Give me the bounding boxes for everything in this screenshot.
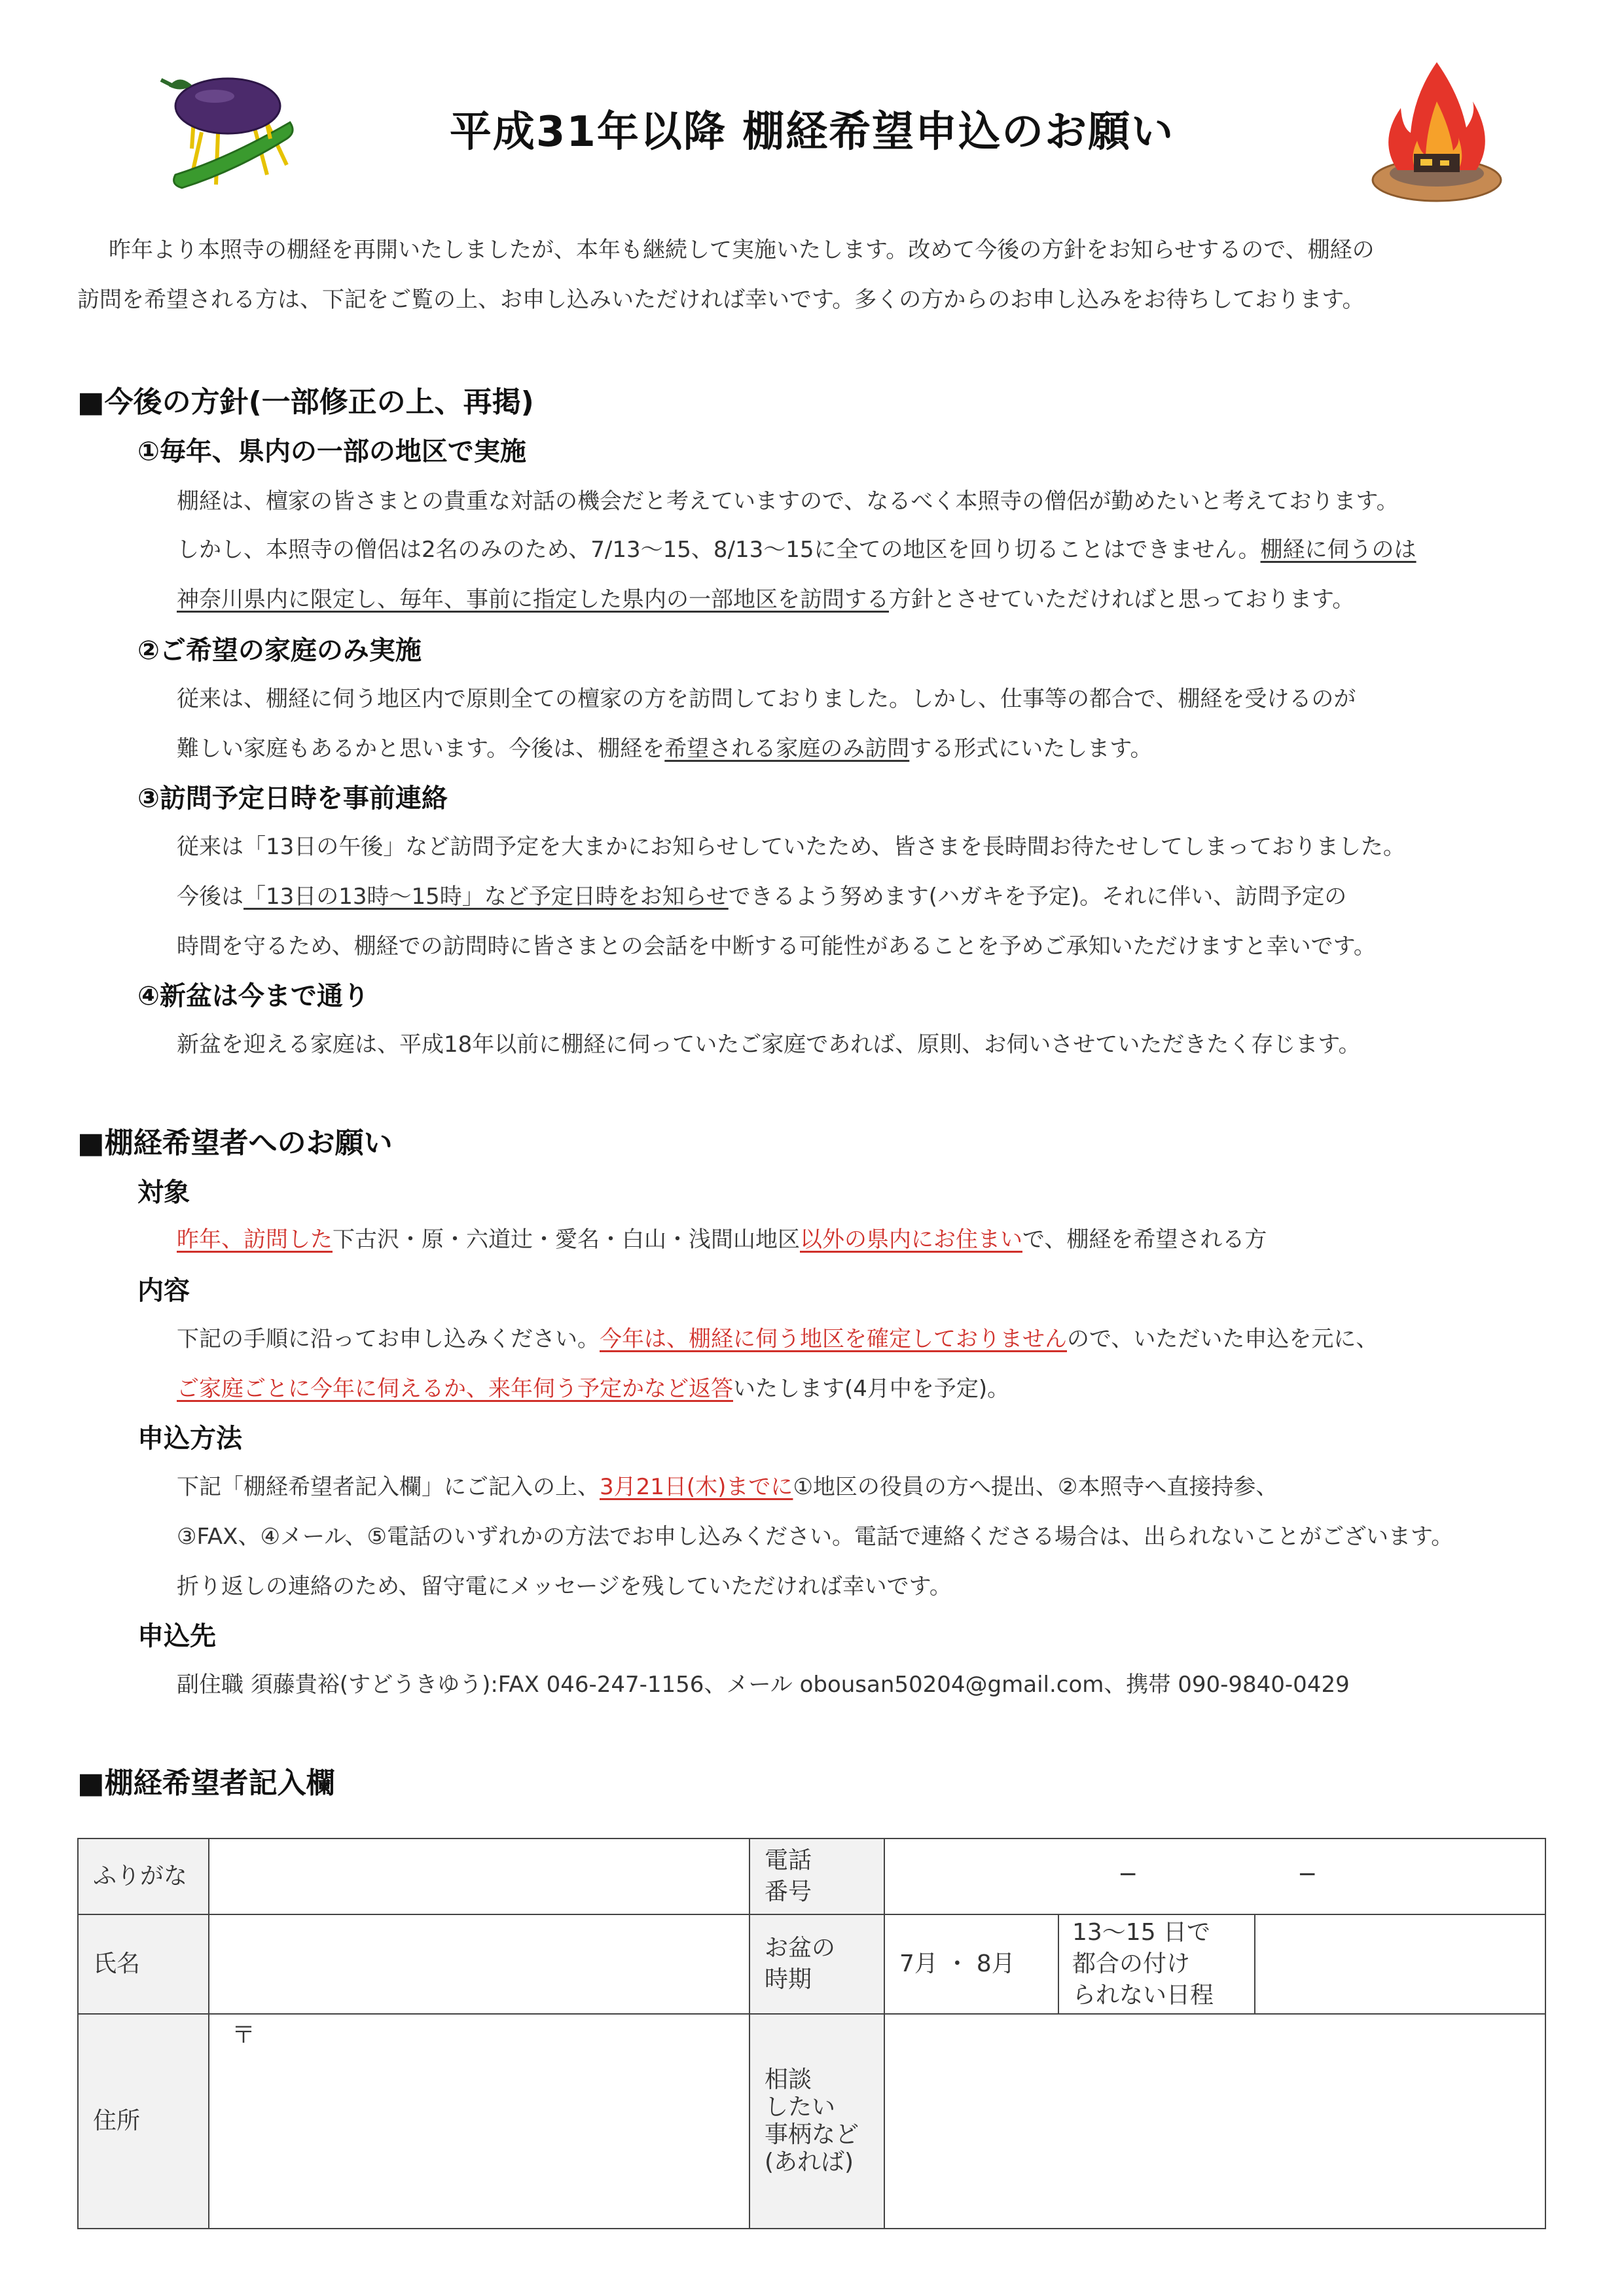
policy-heading: ■今後の方針(一部修正の上、再掲) <box>77 386 534 419</box>
consult-label-4: (あれば) <box>765 2149 854 2176</box>
consult-label-1: 相談 <box>765 2066 812 2093</box>
policy-3-line-1: 従来は「13日の午後」など訪問予定を大まかにお知らせしていたため、皆さまを長時間お待たせしてしまっておりました。 <box>177 834 1405 860</box>
target-b: 下古沢・原・六道辻・愛名・白山・浅間山地区 <box>333 1227 800 1253</box>
policy-3-line-2a: 今後は <box>177 884 244 910</box>
phone-field[interactable] <box>884 1838 1546 1915</box>
target-c: 以外の県内にお住まい <box>800 1227 1022 1253</box>
content-line-2 <box>177 1371 1009 1403</box>
policy-1-line-2b: 棚経に伺うのは <box>1260 537 1416 563</box>
content-1c: ので、いただいた申込を元に、 <box>1067 1326 1379 1352</box>
policy-2-line-2b: 希望される家庭のみ訪問 <box>664 736 910 762</box>
policy-1-line-2 <box>177 531 1416 564</box>
policy-2-line-2c: する形式にいたします。 <box>909 736 1153 762</box>
content-heading: 内容 <box>137 1276 190 1306</box>
contact-line: 副住職 須藤貴裕(すどうきゆう):FAX 046-247-1156、メール obousan50204@gmail.com、携帯 090-9840-0429 <box>177 1672 1350 1698</box>
entry-form-table <box>77 1838 1546 2229</box>
phone-label-1: 電話 <box>765 1847 812 1874</box>
phone-dash-1: − <box>1118 1861 1138 1888</box>
method-1b: 3月21日(木)までに <box>600 1474 793 1500</box>
target-d: で、棚経を希望される方 <box>1022 1227 1267 1253</box>
content-2a: ご家庭ごとに今年に伺えるか、来年伺う予定かなど返答 <box>177 1376 733 1402</box>
form-heading: ■棚経希望者記入欄 <box>77 1767 335 1800</box>
address-field[interactable] <box>208 2013 750 2229</box>
postal-mark: 〒 <box>232 2022 256 2049</box>
obon-label <box>749 1914 885 2015</box>
furigana-field[interactable] <box>208 1838 750 1915</box>
policy-2-heading: ②ご希望の家庭のみ実施 <box>137 636 422 666</box>
consult-label-2: したい <box>765 2094 836 2121</box>
target-a: 昨年、訪問した <box>177 1227 333 1253</box>
unavailable-label-3: られない日程 <box>1072 1982 1214 2009</box>
target-line <box>177 1221 1267 1253</box>
phone-label <box>749 1838 885 1915</box>
intro-line-2: 訪問を希望される方は、下記をご覧の上、お申し込みいただければ幸いです。多くの方からのお申し込みをお待ちしております。 <box>77 287 1365 313</box>
policy-3-line-2b: 「13日の13時〜15時」など予定日時をお知らせ <box>244 884 729 910</box>
content-1b: 今年は、棚経に伺う地区を確定しておりません <box>600 1326 1067 1352</box>
method-line-3: 折り返しの連絡のため、留守電にメッセージを残していただければ幸いです。 <box>177 1573 952 1600</box>
policy-1-heading: ①毎年、県内の一部の地区で実施 <box>137 437 526 467</box>
policy-3-line-2 <box>177 878 1346 910</box>
unavailable-label-1: 13〜15 日で <box>1072 1919 1211 1946</box>
unavailable-field[interactable] <box>1254 1914 1546 2015</box>
policy-1-line-2a: しかし、本照寺の僧侶は2名のみのため、7/13〜15、8/13〜15に全ての地区を回り切ることはできません。 <box>177 537 1261 563</box>
policy-3-line-2c: できるよう努めます(ハガキを予定)。それに伴い、訪問予定の <box>728 884 1347 910</box>
content-1a: 下記の手順に沿ってお申し込みください。 <box>177 1326 600 1352</box>
obon-label-1: お盆の <box>765 1935 836 1962</box>
phone-dash-2: − <box>1297 1861 1318 1888</box>
method-1c: ①地区の役員の方へ提出、②本照寺へ直接持参、 <box>793 1474 1278 1500</box>
unavailable-label-2: 都合の付け <box>1072 1950 1191 1977</box>
method-line-2: ③FAX、④メール、⑤電話のいずれかの方法でお申し込みください。電話で連絡くださる場合は、出られないことがございます。 <box>177 1524 1454 1550</box>
obon-options[interactable]: 7月 ・ 8月 <box>884 1914 1059 2015</box>
method-1a: 下記「棚経希望者記入欄」にご記入の上、 <box>177 1474 600 1500</box>
address-label: 住所 <box>77 2013 209 2229</box>
obon-label-2: 時期 <box>765 1966 812 1993</box>
policy-4-line-1: 新盆を迎える家庭は、平成18年以前に棚経に伺っていたご家庭であれば、原則、お伺いさせていただきたく存じます。 <box>177 1031 1361 1058</box>
policy-1-line-3 <box>177 581 1354 613</box>
policy-2-line-2 <box>177 730 1153 762</box>
consult-label <box>749 2013 885 2229</box>
policy-1-line-3a: 神奈川県内に限定し、毎年、事前に指定した県内の一部地区を訪問する <box>177 586 889 613</box>
policy-1-line-3b: 方針とさせていただければと思っております。 <box>889 586 1355 613</box>
name-field[interactable] <box>208 1914 750 2015</box>
policy-2-line-1: 従来は、棚経に伺う地区内で原則全ての檀家の方を訪問しておりました。しかし、仕事等の都合で、棚経を受けるのが <box>177 686 1356 712</box>
content-line-1 <box>177 1321 1378 1353</box>
consult-label-3: 事柄など <box>765 2121 859 2148</box>
policy-1-line-1: 棚経は、檀家の皆さまとの貴重な対話の機会だと考えていますので、なるべく本照寺の僧侶が勤めたいと考えております。 <box>177 488 1399 514</box>
policy-3-line-3: 時間を守るため、棚経での訪問時に皆さまとの会話を中断する可能性があることを予めご承知いただけますと幸いです。 <box>177 933 1376 960</box>
furigana-label: ふりがな <box>77 1838 209 1915</box>
page-title: 平成31年以降 棚経希望申込のお願い <box>449 108 1175 156</box>
policy-2-line-2a: 難しい家庭もあるかと思います。今後は、棚経を <box>177 736 665 762</box>
target-heading: 対象 <box>137 1177 190 1208</box>
intro-line-1: 昨年より本照寺の棚経を再開いたしましたが、本年も継続して実施いたします。改めて今後の方針をお知らせするので、棚経の <box>109 237 1375 263</box>
method-heading: 申込方法 <box>137 1424 242 1454</box>
phone-label-2: 番号 <box>765 1878 812 1905</box>
method-line-1 <box>177 1469 1278 1501</box>
unavailable-label <box>1058 1914 1255 2015</box>
contact-heading: 申込先 <box>137 1621 216 1651</box>
policy-4-heading: ④新盆は今まで通り <box>137 981 369 1011</box>
consult-field[interactable] <box>884 2013 1546 2229</box>
policy-3-heading: ③訪問予定日時を事前連絡 <box>137 783 448 814</box>
name-label: 氏名 <box>77 1914 209 2015</box>
content-2b: いたします(4月中を予定)。 <box>733 1376 1010 1402</box>
request-heading: ■棚経希望者へのお願い <box>77 1126 393 1160</box>
